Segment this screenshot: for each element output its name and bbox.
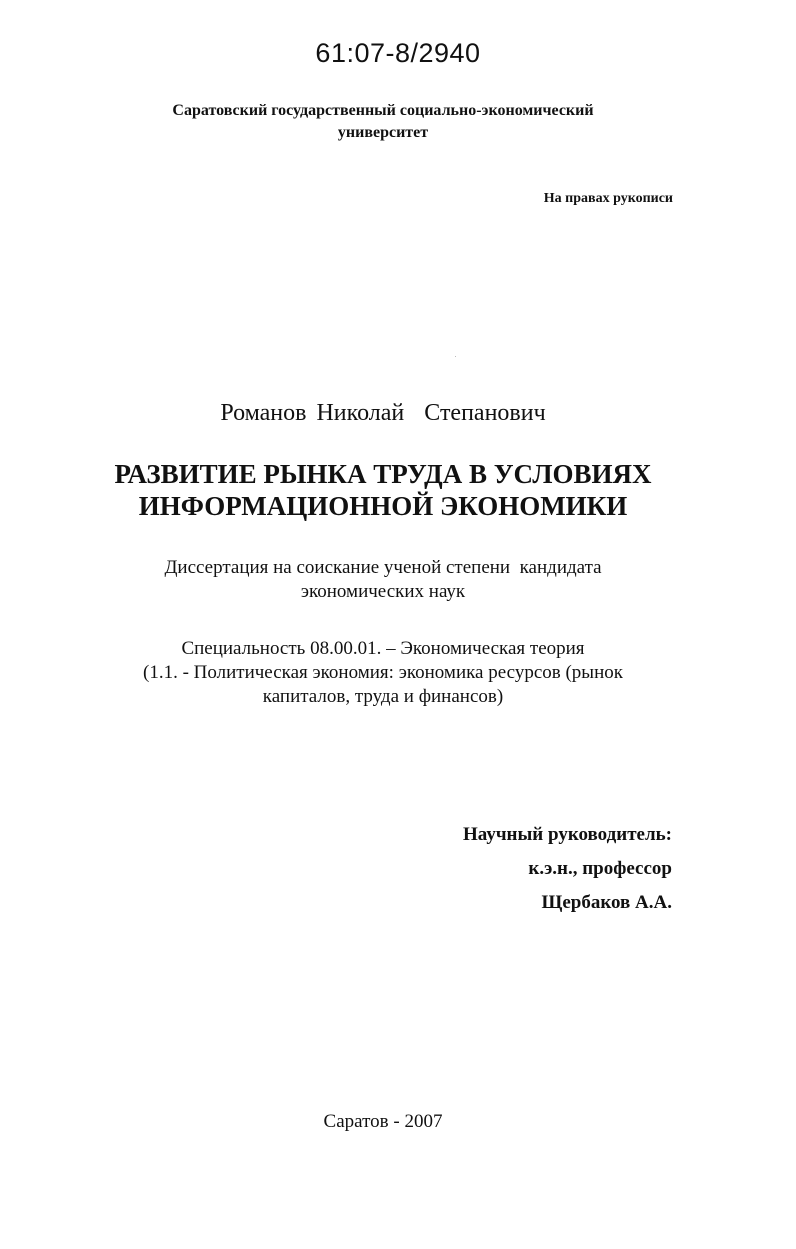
supervisor-label: Научный руководитель: xyxy=(463,824,672,845)
rights-note: На правах рукописи xyxy=(543,191,673,206)
specialty-line-2: (1.1. - Политическая экономия: экономика ресурсов (рынок xyxy=(143,662,623,683)
title-line-1: РАЗВИТИЕ РЫНКА ТРУДА В УСЛОВИЯХ xyxy=(114,459,652,489)
supervisor-block xyxy=(463,818,672,920)
supervisor-degree: к.э.н., профессор xyxy=(528,858,672,879)
catalog-code: 61:07-8/2940 xyxy=(315,38,481,68)
place-and-year: Саратов - 2007 xyxy=(323,1111,443,1132)
university-name xyxy=(90,100,676,144)
scan-speck xyxy=(455,356,456,357)
specialty-line-1: Специальность 08.00.01. – Экономическая теория xyxy=(181,638,585,659)
degree-statement xyxy=(100,556,666,604)
dissertation-title xyxy=(60,458,706,522)
degree-line-2: экономических наук xyxy=(300,581,466,602)
author-name: Романов Николай Степанович xyxy=(220,400,546,426)
university-line-2: университет xyxy=(337,124,429,141)
title-line-2: ИНФОРМАЦИОННОЙ ЭКОНОМИКИ xyxy=(138,491,628,521)
supervisor-name: Щербаков А.А. xyxy=(541,892,672,913)
degree-line-1: Диссертация на соискание ученой степени кандидата xyxy=(164,557,602,578)
specialty-statement xyxy=(100,637,666,709)
specialty-line-3: капиталов, труда и финансов) xyxy=(262,686,504,707)
university-line-1: Саратовский государственный социально-экономический xyxy=(172,102,594,119)
